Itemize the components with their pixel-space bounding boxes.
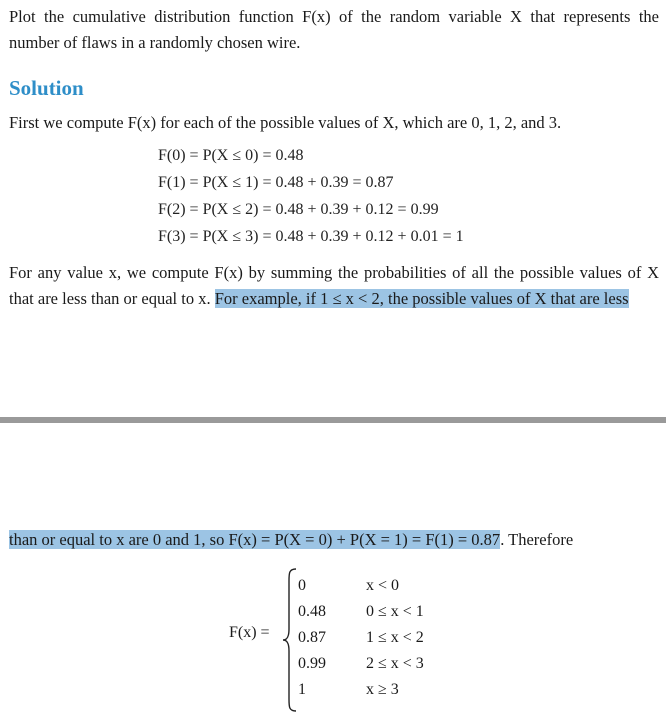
piecewise-value: 1 (298, 681, 306, 698)
intro-paragraph (9, 4, 659, 56)
continuation-plain: . Therefore (500, 530, 574, 549)
piecewise-value: 0.48 (298, 603, 326, 620)
left-brace-icon (282, 567, 298, 713)
piecewise-value: 0 (298, 577, 306, 594)
equation-f3: F(3) = P(X ≤ 3) = 0.48 + 0.39 + 0.12 + 0.01 = 1 (158, 228, 464, 245)
continuation-paragraph (9, 527, 573, 553)
equation-f1: F(1) = P(X ≤ 1) = 0.48 + 0.39 = 0.87 (158, 174, 394, 191)
compute-paragraph: First we compute F(x) for each of the possible values of X, which are 0, 1, 2, and 3. (9, 113, 562, 132)
piecewise-condition: x ≥ 3 (366, 681, 399, 698)
piecewise-value: 0.99 (298, 655, 326, 672)
summing-line-1: For any value x, we compute F(x) by summing the probabilities of all the possible values of X (9, 263, 659, 282)
page-separator (0, 417, 666, 423)
piecewise-condition: 2 ≤ x < 3 (366, 655, 424, 672)
summing-line-2 (9, 289, 629, 308)
equation-f0: F(0) = P(X ≤ 0) = 0.48 (158, 147, 304, 164)
solution-heading: Solution (9, 76, 84, 100)
cdf-equations (158, 142, 464, 250)
selected-text[interactable]: For example, if 1 ≤ x < 2, the possible values of X that are less (214, 289, 629, 308)
piecewise-label: F(x) = (229, 624, 270, 641)
piecewise-condition: 1 ≤ x < 2 (366, 629, 424, 646)
piecewise-value: 0.87 (298, 629, 326, 646)
summing-line-2-plain: that are less than or equal to x. (9, 289, 215, 308)
selected-text-continued[interactable]: than or equal to x are 0 and 1, so F(x) = P(X = 0) + P(X = 1) = F(1) = 0.87 (9, 530, 501, 549)
summing-paragraph (9, 260, 659, 312)
equation-f2: F(2) = P(X ≤ 2) = 0.48 + 0.39 + 0.12 = 0.99 (158, 201, 439, 218)
intro-line-1: Plot the cumulative distribution function F(x) of the random variable X that represents the (9, 7, 659, 26)
piecewise-condition: 0 ≤ x < 1 (366, 603, 424, 620)
piecewise-condition: x < 0 (366, 577, 400, 594)
intro-line-2: number of flaws in a randomly chosen wire. (9, 33, 301, 52)
